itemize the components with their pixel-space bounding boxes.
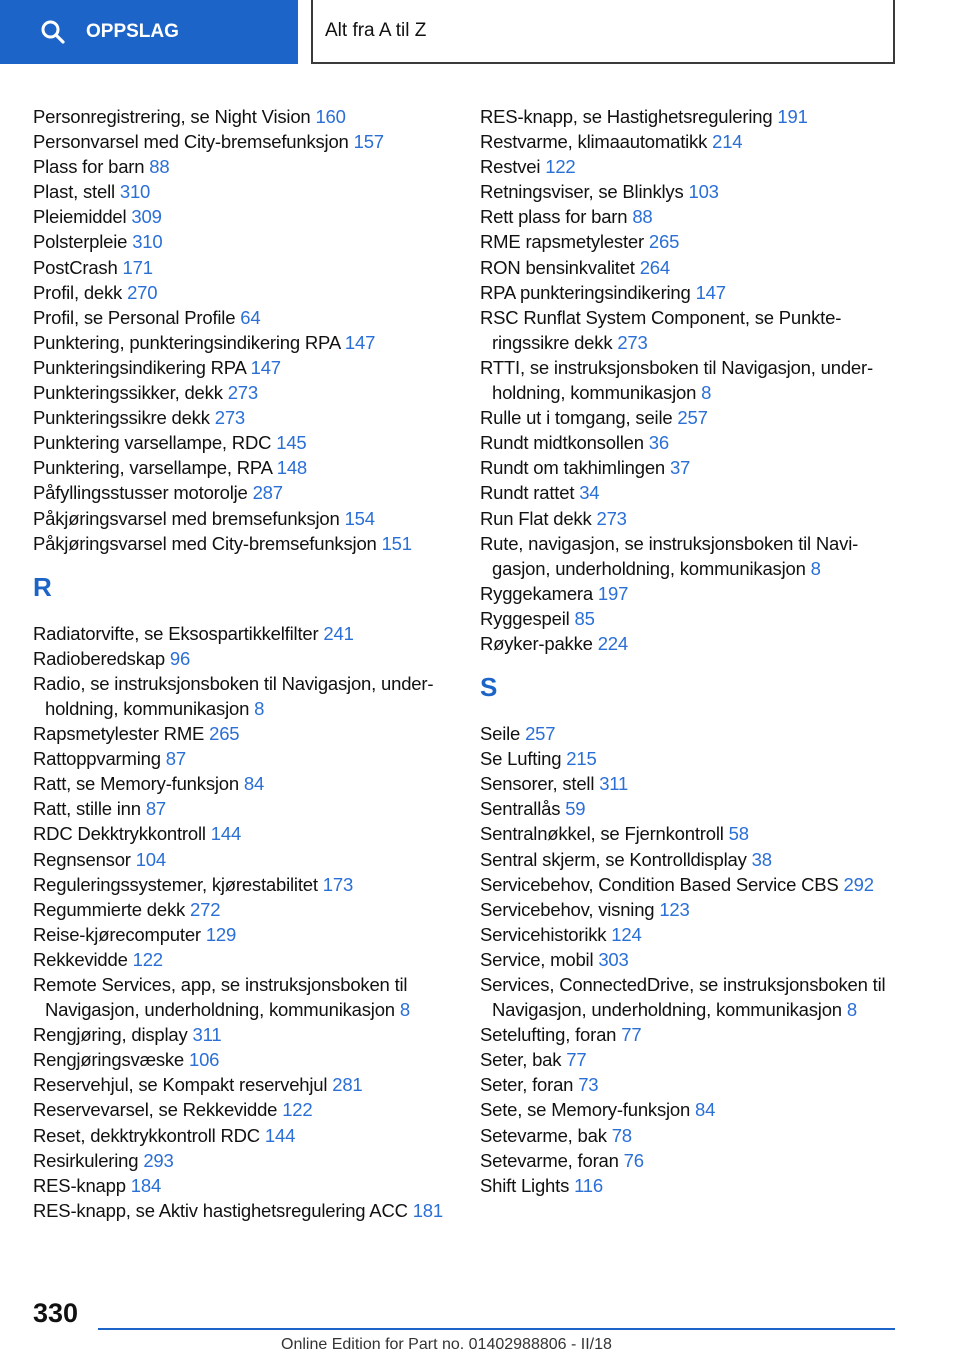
page-reference-link[interactable]: 77 xyxy=(621,1024,642,1046)
page-reference-link[interactable]: 147 xyxy=(695,281,726,303)
index-entry xyxy=(33,480,463,505)
page-reference-link[interactable]: 191 xyxy=(777,106,808,127)
index-entry xyxy=(480,1097,900,1122)
index-entry xyxy=(33,1072,463,1097)
page-reference-link[interactable]: 310 xyxy=(132,231,163,253)
index-entry xyxy=(480,872,900,897)
page-reference-link[interactable]: 270 xyxy=(127,281,158,303)
index-entry-text: Rapsmetylester RME xyxy=(33,723,205,745)
page-reference-link[interactable]: 147 xyxy=(250,356,281,378)
index-entry-text: Shift Lights xyxy=(480,1174,570,1196)
index-entry-text: Reservevarsel, se Rekkevidde xyxy=(33,1099,278,1121)
index-entry xyxy=(480,305,900,355)
page-reference-link[interactable]: 309 xyxy=(131,206,162,228)
index-entry xyxy=(33,1022,463,1047)
index-entry-text: Remote Services, app, se instruksjonsboken til Navigasjon, underholdning, kommunikasjon xyxy=(33,974,408,1021)
page-reference-link[interactable]: 157 xyxy=(353,131,384,153)
index-entry xyxy=(33,872,463,897)
section-letter: R xyxy=(33,571,52,602)
index-entry-text: Punktering, punkteringsindikering RPA xyxy=(33,331,340,353)
index-entry-text: Setelufting, foran xyxy=(480,1024,617,1046)
index-entry-text: Punktering varsellampe, RDC xyxy=(33,432,272,454)
index-entry xyxy=(480,746,900,771)
index-entry xyxy=(480,255,900,280)
index-entry-text: Setevarme, bak xyxy=(480,1124,607,1146)
index-entry xyxy=(33,771,463,796)
index-entry-text: RON bensinkvalitet xyxy=(480,256,635,278)
index-entry-text: RPA punkteringsindikering xyxy=(480,281,691,303)
index-entry xyxy=(480,1173,900,1198)
page-reference-link[interactable]: 123 xyxy=(659,898,690,920)
index-entry-text: Plast, stell xyxy=(33,181,115,203)
page-reference-link[interactable]: 122 xyxy=(545,156,576,178)
page-reference-link[interactable]: 76 xyxy=(623,1149,644,1171)
page-reference-link[interactable]: 293 xyxy=(143,1149,174,1171)
page-reference-link[interactable]: 292 xyxy=(843,873,874,895)
index-entry-text: Restvarme, klimaautomatikk xyxy=(480,131,708,153)
index-entry-text: Retningsviser, se Blinklys xyxy=(480,181,684,203)
index-entry xyxy=(480,480,900,505)
footer-divider xyxy=(98,1328,895,1330)
index-entry-text: PostCrash xyxy=(33,256,118,278)
index-entry xyxy=(33,1148,463,1173)
page-reference-link[interactable]: 215 xyxy=(566,748,597,770)
index-entry-text: Seter, bak xyxy=(480,1049,562,1071)
index-entry xyxy=(33,405,463,430)
index-entry-text: Påkjøringsvarsel med bremsefunksjon xyxy=(33,507,340,529)
page-reference-link[interactable]: 273 xyxy=(596,507,627,529)
page-reference-link[interactable]: 160 xyxy=(315,106,346,127)
page-reference-link[interactable]: 281 xyxy=(332,1074,363,1096)
page-reference-link[interactable]: 8 xyxy=(846,999,857,1021)
index-entry-text: Personregistrering, se Night Vision xyxy=(33,106,311,127)
index-entry xyxy=(33,355,463,380)
index-entry xyxy=(33,104,463,129)
index-entry-text: RDC Dekktrykkontroll xyxy=(33,823,206,845)
page-reference-link[interactable]: 77 xyxy=(566,1049,587,1071)
index-entry xyxy=(480,922,900,947)
page-reference-link[interactable]: 184 xyxy=(130,1174,162,1196)
index-entry-text: Ratt, stille inn xyxy=(33,798,141,820)
page-reference-link[interactable]: 148 xyxy=(276,457,308,479)
index-entry-text: Servicebehov, Condition Based Service CBS xyxy=(480,873,839,895)
index-entry xyxy=(480,721,900,746)
page-reference-link[interactable]: 147 xyxy=(344,331,376,353)
index-entry-text: Ryggespeil xyxy=(480,607,570,629)
index-entry-text: Rengjøring, display xyxy=(33,1024,188,1046)
index-entry xyxy=(480,1022,900,1047)
index-entry xyxy=(480,796,900,821)
index-entry-text: Punkteringssikker, dekk xyxy=(33,382,223,404)
index-entry-text: RTTI, se instruksjonsboken til Navigasjon, underholdning, kommunikasjon xyxy=(480,356,874,404)
page-reference-link[interactable]: 84 xyxy=(695,1099,716,1121)
index-entry xyxy=(480,104,900,129)
page-reference-link[interactable]: 265 xyxy=(648,231,680,253)
index-entry xyxy=(33,204,463,229)
page-reference-link[interactable]: 85 xyxy=(574,607,595,629)
page-reference-link[interactable]: 116 xyxy=(574,1174,603,1196)
page-reference-link[interactable]: 197 xyxy=(597,582,629,604)
section-header xyxy=(311,0,895,64)
index-entry-text: Rundt om takhimlingen xyxy=(480,457,666,479)
page-reference-link[interactable]: 154 xyxy=(344,507,375,529)
index-entry xyxy=(480,1072,900,1097)
index-entry-text: Rundt rattet xyxy=(480,482,575,504)
footer-edition-text: Online Edition for Part no. 01402988806 - II/18 xyxy=(281,1336,612,1353)
index-entry xyxy=(33,847,463,872)
index-entry-text: Service, mobil xyxy=(480,948,594,970)
index-column-left xyxy=(33,104,463,1223)
index-entry xyxy=(33,430,463,455)
page-reference-link[interactable]: 73 xyxy=(578,1074,599,1096)
page-reference-link[interactable]: 36 xyxy=(648,432,669,454)
index-entry-text: Resirkulering xyxy=(33,1149,139,1171)
index-column-right xyxy=(480,104,900,1198)
index-entry xyxy=(33,621,463,646)
page-reference-link[interactable]: 272 xyxy=(190,898,221,920)
index-entry-text: Services, ConnectedDrive, se instruksjonsboken til Navigasjon, underholdning, kommunikasjon xyxy=(480,974,886,1021)
index-entry xyxy=(480,1123,900,1148)
index-entry xyxy=(480,405,900,430)
index-entry-text: Sentralnøkkel, se Fjernkontroll xyxy=(480,823,724,845)
index-entry-text: RES-knapp, se Hastighetsregulering xyxy=(480,106,773,127)
index-entry-text: Punkteringssikre dekk xyxy=(33,407,210,429)
page-reference-link[interactable]: 311 xyxy=(192,1024,222,1046)
index-entry-text: Rattoppvarming xyxy=(33,748,161,770)
index-entry-text: Ratt, se Memory-funksjon xyxy=(33,773,239,795)
page-reference-link[interactable]: 106 xyxy=(188,1049,220,1071)
page-reference-link[interactable]: 124 xyxy=(611,923,642,945)
page-reference-link[interactable]: 84 xyxy=(243,773,265,795)
index-entry xyxy=(480,355,900,405)
index-entry xyxy=(480,229,900,254)
page-reference-link[interactable]: 87 xyxy=(145,798,166,820)
index-entry xyxy=(480,581,900,606)
page-reference-link[interactable]: 273 xyxy=(214,407,246,429)
index-entry-text: Rekkevidde xyxy=(33,948,128,970)
index-entry xyxy=(480,129,900,154)
page-reference-link[interactable]: 144 xyxy=(210,823,242,845)
page-reference-link[interactable]: 64 xyxy=(240,306,261,328)
index-entry-text: Reguleringssystemer, kjørestabilitet xyxy=(33,873,318,895)
index-entry-text: Servicehistorikk xyxy=(480,923,607,945)
index-entry xyxy=(33,821,463,846)
index-entry-text: Radioberedskap xyxy=(33,647,165,669)
index-entry xyxy=(33,129,463,154)
index-entry xyxy=(33,455,463,480)
page-reference-link[interactable]: 273 xyxy=(227,382,258,404)
page-reference-link[interactable]: 145 xyxy=(276,432,307,454)
index-entry-text: Regummierte dekk xyxy=(33,898,186,920)
page-reference-link[interactable]: 8 xyxy=(254,697,265,719)
index-entry-text: RES-knapp, se Aktiv hastighetsregulering ACC xyxy=(33,1199,408,1221)
index-entry-text: Rett plass for barn xyxy=(480,206,628,228)
index-entry xyxy=(33,796,463,821)
index-entry xyxy=(33,154,463,179)
index-entry-text: Rulle ut i tomgang, seile xyxy=(480,407,673,429)
page-reference-link[interactable]: 310 xyxy=(119,181,151,203)
page-reference-link[interactable]: 104 xyxy=(135,848,166,870)
index-entry xyxy=(480,179,900,204)
page-reference-link[interactable]: 8 xyxy=(399,999,410,1021)
index-entry-text: Pleiemiddel xyxy=(33,206,127,228)
index-entry-text: Påkjøringsvarsel med City-bremsefunksjon xyxy=(33,532,377,554)
page-reference-link[interactable]: 173 xyxy=(322,873,354,895)
index-entry xyxy=(33,1097,463,1122)
index-entry-text: Reise-kjørecomputer xyxy=(33,923,201,945)
index-entry-text: Radio, se instruksjonsboken til Navigasjon, underholdning, kommunikasjon xyxy=(33,672,434,719)
index-entry xyxy=(33,947,463,972)
index-entry-text: Punkteringsindikering RPA xyxy=(33,356,246,378)
section-letter: S xyxy=(480,672,498,703)
index-entry xyxy=(33,646,463,671)
index-entry-text: Seile xyxy=(480,723,521,745)
index-entry-text: Sete, se Memory-funksjon xyxy=(480,1099,691,1121)
index-entry xyxy=(480,531,900,581)
page-reference-link[interactable]: 122 xyxy=(132,948,163,970)
index-entry xyxy=(33,229,463,254)
page-reference-link[interactable]: 37 xyxy=(669,457,691,479)
index-entry-text: Se Lufting xyxy=(480,748,562,770)
index-entry-text: Reset, dekktrykkontroll RDC xyxy=(33,1124,260,1146)
index-entry-text: Påfyllingsstusser motorolje xyxy=(33,482,248,504)
page-reference-link[interactable]: 144 xyxy=(264,1124,296,1146)
index-entry xyxy=(33,1173,463,1198)
index-entry xyxy=(480,847,900,872)
page-reference-link[interactable]: 88 xyxy=(149,156,170,178)
index-entry-text: Regnsensor xyxy=(33,848,131,870)
index-entry-text: Punktering, varsellampe, RPA xyxy=(33,457,272,479)
page-reference-link[interactable]: 87 xyxy=(165,748,186,770)
search-icon xyxy=(40,19,66,45)
page-reference-link[interactable]: 8 xyxy=(810,557,821,579)
index-entry xyxy=(33,179,463,204)
index-entry-text: RES-knapp xyxy=(33,1174,126,1196)
page-reference-link[interactable]: 58 xyxy=(728,823,749,845)
index-entry-text: Seter, foran xyxy=(480,1074,574,1096)
page-reference-link[interactable]: 59 xyxy=(565,798,586,820)
page-reference-link[interactable]: 129 xyxy=(205,923,237,945)
page-reference-link[interactable]: 224 xyxy=(597,632,628,654)
page-reference-link[interactable]: 303 xyxy=(598,948,629,970)
index-entry xyxy=(33,972,463,1022)
index-entry-text: Servicebehov, visning xyxy=(480,898,655,920)
index-entry-text: Ryggekamera xyxy=(480,582,593,604)
index-entry-text: Rundt midtkonsollen xyxy=(480,432,644,454)
index-entry xyxy=(33,255,463,280)
page-reference-link[interactable]: 214 xyxy=(712,131,743,153)
page-reference-link[interactable]: 273 xyxy=(617,331,648,353)
index-entry xyxy=(33,1198,463,1223)
index-entry-text: Setevarme, foran xyxy=(480,1149,619,1171)
page-reference-link[interactable]: 96 xyxy=(169,647,191,669)
index-entry xyxy=(33,671,463,721)
index-entry xyxy=(480,455,900,480)
index-entry-text: Reservehjul, se Kompakt reservehjul xyxy=(33,1074,328,1096)
page-reference-link[interactable]: 265 xyxy=(209,723,240,745)
index-entry-text: Røyker-pakke xyxy=(480,632,593,654)
index-entry-text: Rute, navigasjon, se instruksjonsboken til Navigasjon, underholdning, kommunikasjon xyxy=(480,532,859,579)
index-entry-text: RSC Runflat System Component, se Punkteringssikre dekk xyxy=(480,306,842,353)
index-entry xyxy=(480,204,900,229)
page-reference-link[interactable]: 311 xyxy=(599,773,629,795)
page-reference-link[interactable]: 241 xyxy=(323,622,354,644)
index-entry xyxy=(480,771,900,796)
page-reference-link[interactable]: 257 xyxy=(525,723,556,745)
index-entry-text: Profil, dekk xyxy=(33,281,123,303)
index-entry xyxy=(480,430,900,455)
index-entry xyxy=(480,154,900,179)
page-reference-link[interactable]: 264 xyxy=(639,256,670,278)
index-entry-text: Radiatorvifte, se Eksospartikkelfilter xyxy=(33,622,319,644)
index-entry-text: Sentrallås xyxy=(480,798,561,820)
index-entry-text: Sentral skjerm, se Kontrolldisplay xyxy=(480,848,747,870)
index-entry xyxy=(33,305,463,330)
section-title: Alt fra A til Z xyxy=(325,20,427,41)
index-entry-text: Rengjøringsvæske xyxy=(33,1049,185,1071)
index-entry-text: Sensorer, stell xyxy=(480,773,595,795)
index-entry xyxy=(33,746,463,771)
index-entry xyxy=(33,897,463,922)
index-entry xyxy=(33,280,463,305)
page-reference-link[interactable]: 88 xyxy=(632,206,653,228)
index-entry-text: Polsterpleie xyxy=(33,231,128,253)
index-entry xyxy=(480,606,900,631)
page-reference-link[interactable]: 151 xyxy=(381,532,412,554)
index-entry-text: Run Flat dekk xyxy=(480,507,592,529)
page-reference-link[interactable]: 257 xyxy=(677,407,708,429)
index-entry xyxy=(33,330,463,355)
tab-oppslag[interactable] xyxy=(0,0,298,64)
page-reference-link[interactable]: 78 xyxy=(611,1124,632,1146)
index-entry-text: Profil, se Personal Profile xyxy=(33,306,236,328)
index-entry xyxy=(33,531,463,556)
index-entry xyxy=(480,821,900,846)
index-entry xyxy=(480,631,900,656)
index-entry xyxy=(33,721,463,746)
page-reference-link[interactable]: 103 xyxy=(688,181,719,203)
index-entry xyxy=(480,1148,900,1173)
page-reference-link[interactable]: 122 xyxy=(282,1099,313,1121)
index-entry xyxy=(33,1047,463,1072)
index-entry xyxy=(480,1047,900,1072)
index-entry xyxy=(33,380,463,405)
index-entry xyxy=(480,506,900,531)
page-number: 330 xyxy=(33,1298,79,1328)
index-entry xyxy=(480,280,900,305)
page-reference-link[interactable]: 38 xyxy=(751,848,772,870)
page-reference-link[interactable]: 181 xyxy=(412,1199,443,1221)
index-entry xyxy=(33,922,463,947)
page-reference-link[interactable]: 171 xyxy=(122,256,153,278)
page-reference-link[interactable]: 8 xyxy=(701,382,712,404)
page-reference-link[interactable]: 34 xyxy=(579,482,600,504)
index-entry xyxy=(480,972,900,1022)
index-entry xyxy=(480,947,900,972)
index-entry-text: Plass for barn xyxy=(33,156,145,178)
index-entry xyxy=(33,1123,463,1148)
tab-oppslag-label: OPPSLAG xyxy=(86,21,179,42)
index-entry-text: Restvei xyxy=(480,156,541,178)
index-entry xyxy=(480,897,900,922)
page-reference-link[interactable]: 287 xyxy=(252,482,283,504)
index-entry xyxy=(33,506,463,531)
index-entry-text: RME rapsmetylester xyxy=(480,231,644,253)
index-entry-text: Personvarsel med City-bremsefunksjon xyxy=(33,131,349,153)
